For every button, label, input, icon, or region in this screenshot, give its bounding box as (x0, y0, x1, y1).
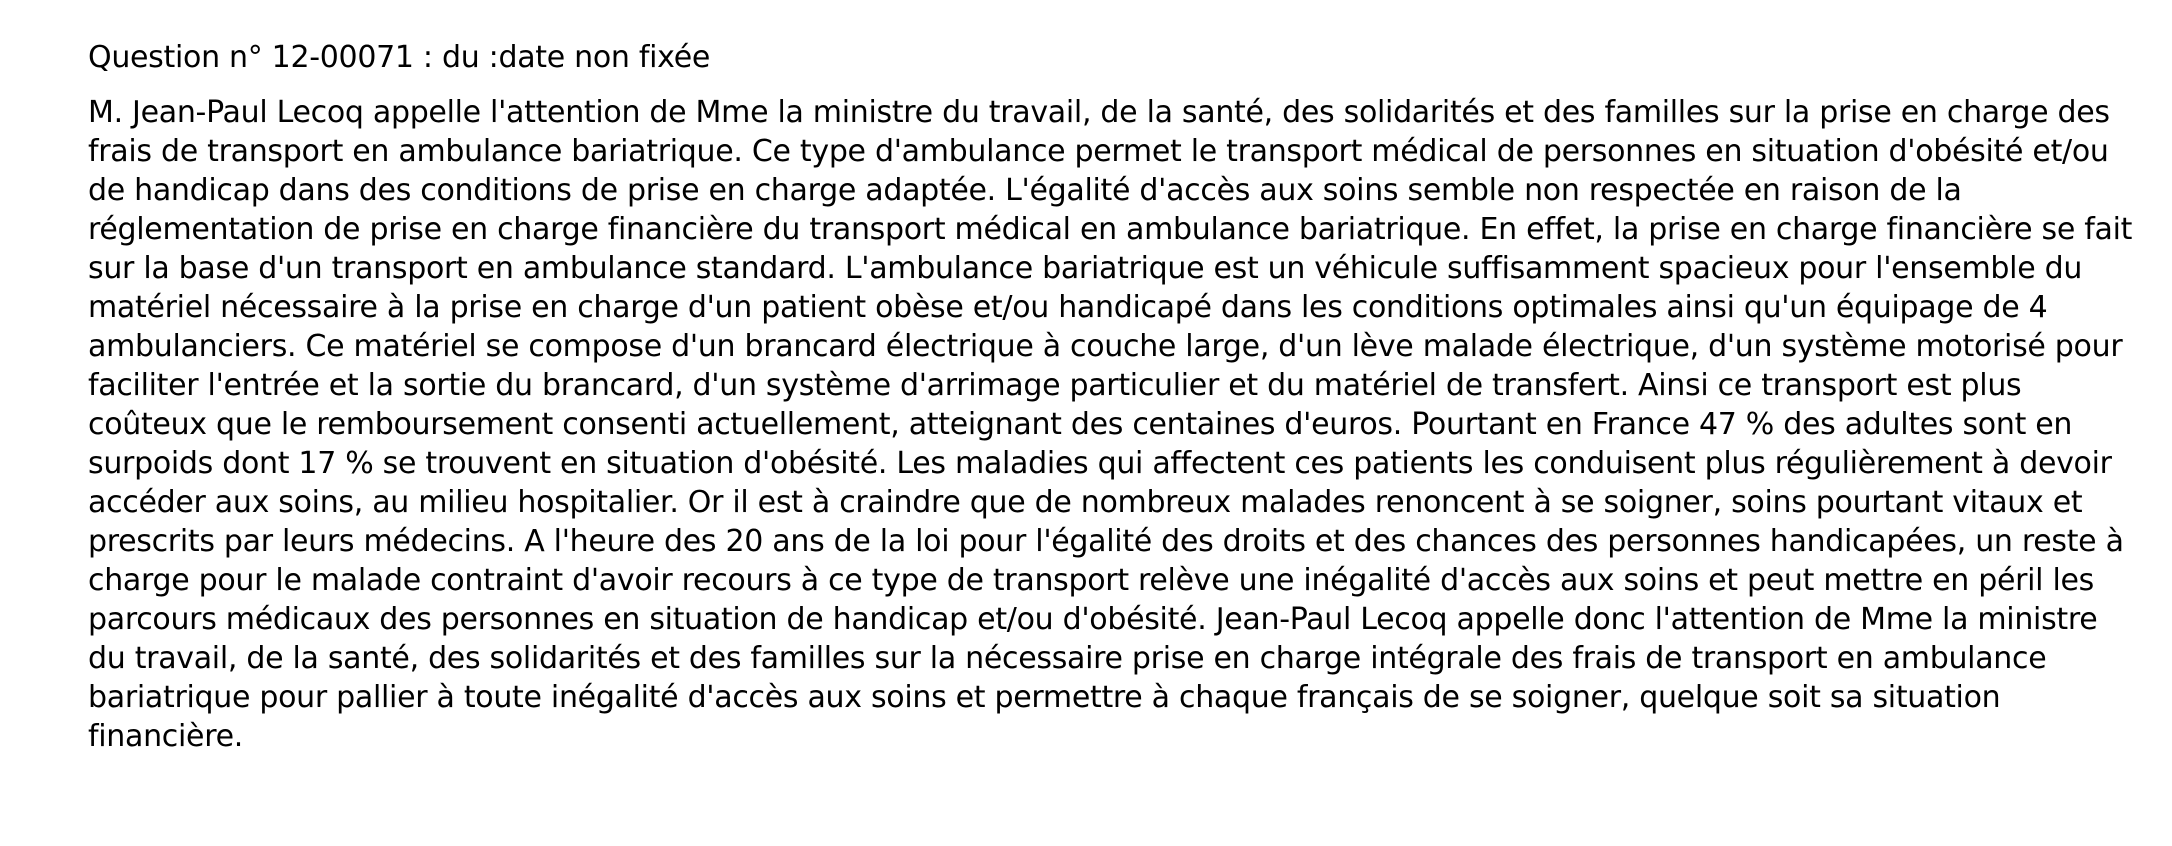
question-title: Question n° 12-00071 : du :date non fixée (88, 40, 711, 75)
question-body: M. Jean-Paul Lecoq appelle l'attention de Mme la ministre du travail, de la santé, des solidarités et des familles sur la prise en charge des frais de transport en ambulance bariatrique. Ce type d'ambulance permet le transport médical de personnes en situation d'obésité et/ou de handicap dans des conditions de prise en charge adaptée. L'égalité d'accès aux soins semble non respectée en raison de la réglementation de prise en charge financière du transport médical en ambulance bariatrique. En effet, la prise en charge financière se fait sur la base d'un transport en ambulance standard. L'ambulance bariatrique est un véhicule suffisamment spacieux pour l'ensemble du matériel nécessaire à la prise en charge d'un patient obèse et/ou handicapé dans les conditions optimales ainsi qu'un équipage de 4 ambulanciers. Ce matériel se compose d'un brancard électrique à couche large, d'un lève malade électrique, d'un système motorisé pour faciliter l'entrée et la sortie du brancard, d'un système d'arrimage particulier et du matériel de transfert. Ainsi ce transport est plus coûteux que le remboursement consenti actuellement, atteignant des centaines d'euros. Pourtant en France 47 % des adultes sont en surpoids dont 17 % se trouvent en situation d'obésité. Les maladies qui affectent ces patients les conduisent plus régulièrement à devoir accéder aux soins, au milieu hospitalier. Or il est à craindre que de nombreux malades renoncent à se soigner, soins pourtant vitaux et prescrits par leurs médecins. A l'heure des 20 ans de la loi pour l'égalité des droits et des chances des personnes handicapées, un reste à charge pour le malade contraint d'avoir recours à ce type de transport relève une inégalité d'accès aux soins et peut mettre en péril les parcours médicaux des personnes en situation de handicap et/ou d'obésité. Jean-Paul Lecoq appelle donc l'attention de Mme la ministre du travail, de la santé, des solidarités et des familles sur la nécessaire prise en charge intégrale des frais de transport en ambulance bariatrique pour pallier à toute inégalité d'accès aux soins et permettre à chaque français de se soigner, quelque soit sa situation financière. (88, 95, 2133, 754)
